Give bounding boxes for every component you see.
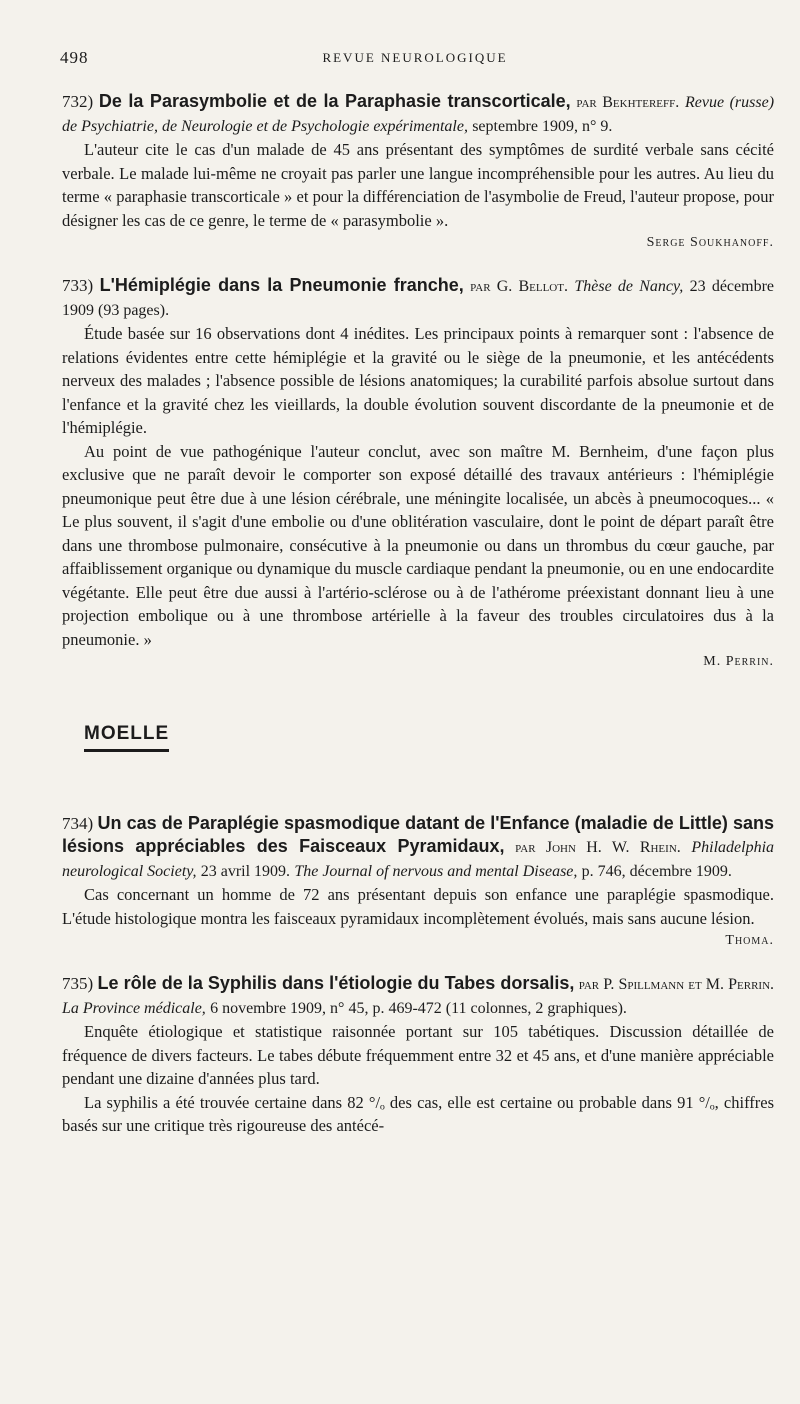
abstract-publication: Thèse de Nancy, <box>574 278 684 295</box>
abstract-paragraph: Étude basée sur 16 observations dont 4 inédites. Les principaux points à remarquer sont : l'absence de relations évidentes entre cette hémiplégie et la gravité ou le siège de la pneumonie, et les antécédents nerveux des malades ; l'absence possible de lésions anatomiques; la curabilité parfois absolue surtout dans l'enfance et la gravité chez les vieillards, la double évolution souvent discordante de la pneumonie et de l'hémiplégie. <box>62 324 774 437</box>
abstract-body <box>62 138 774 232</box>
abstract-title: De la Parasymbolie et de la Paraphasie transcorticale, <box>98 91 571 111</box>
abstract-body <box>62 1020 774 1138</box>
abstract-publication: Philadelphia neurological Society, <box>62 839 775 880</box>
section-heading-wrap <box>62 705 774 782</box>
abstract-paragraph: La syphilis a été trouvée certaine dans 82 °/ₒ des cas, elle est certaine ou probable dans 91 °/ₒ, chiffres basés sur une critique très rigoureuse des antécé- <box>62 1092 774 1135</box>
abstract-heading <box>62 812 774 883</box>
abstract-734 <box>62 812 774 952</box>
abstract-paragraph: Cas concernant un homme de 72 ans présentant depuis son enfance une paraplégie spasmodique. L'étude histologique montra les faisceaux pyramidaux incomplètement évolués, mais sans aucune lésion. <box>62 885 774 928</box>
abstract-title: L'Hémiplégie dans la Pneumonie franche, <box>99 275 464 295</box>
abstract-number: 732) <box>62 92 94 111</box>
section-heading: MOELLE <box>84 723 169 752</box>
abstract-date: septembre 1909, n° 9. <box>472 118 613 135</box>
abstract-publication-2: The Journal of nervous and mental Disease, <box>294 863 578 880</box>
abstract-date-2: p. 746, décembre 1909. <box>581 863 732 880</box>
abstract-number: 733) <box>62 276 94 295</box>
abstract-heading <box>62 274 774 322</box>
journal-title: REVUE NEUROLOGIQUE <box>322 50 508 65</box>
abstract-publication: La Province médicale, <box>62 1000 206 1017</box>
abstract-author: par John H. W. Rhein. <box>515 839 681 856</box>
abstract-body <box>62 883 774 930</box>
page-content <box>62 90 774 1158</box>
abstract-date: 23 décembre 1909 (93 pages). <box>62 278 775 319</box>
reviewer-signature: Thoma. <box>725 933 774 948</box>
abstract-732 <box>62 90 774 254</box>
abstract-number: 734) <box>62 814 94 833</box>
abstract-paragraph: Enquête étiologique et statistique raisonnée portant sur 105 tabétiques. Discussion détaillée de fréquence de divers facteurs. Le tabes débute fréquemment entre 32 et 45 ans, et d'une manière appréciable pendant une dizaine d'années plus tard. <box>62 1022 774 1088</box>
abstract-date: 23 avril 1909. <box>200 863 291 880</box>
abstract-735 <box>62 972 774 1138</box>
abstract-publication: Revue (russe) de Psychiatrie, de Neurologie et de Psychologie expérimentale, <box>62 94 775 135</box>
abstract-heading <box>62 90 774 138</box>
abstract-number: 735) <box>62 974 94 993</box>
reviewer-signature: Serge Soukhanoff. <box>646 235 774 250</box>
abstract-body <box>62 322 774 651</box>
running-header <box>60 48 770 72</box>
abstract-paragraph: Au point de vue pathogénique l'auteur conclut, avec son maître M. Bernheim, d'une façon plus exclusive que ne paraît devoir le comporter son exposé détaillé des travaux antérieurs : l'hémiplégie pneumonique peut être due à une lésion cérébrale, une méningite localisée, un abcès à pneumocoques... « Le plus souvent, il s'agit d'une embolie ou d'une oblitération vasculaire, dont le point de départ paraît être dans une thrombose pulmonaire, consécutive à la pneumonie ou dans un thrombus du cœur gauche, par affaiblissement organique ou dynamique du muscle cardiaque pendant la pneumonie, ou en une endocardite végétante. Elle peut être due aussi à l'artério-sclérose ou à de l'athérome préexistant donnant lieu à une projection embolique ou à une thrombose artérielle à la faveur des troubles circulatoires dus à la pneumonie. » <box>62 441 774 649</box>
reviewer-signature: M. Perrin. <box>703 654 774 669</box>
abstract-author: par P. Spillmann et M. Perrin. <box>578 976 775 993</box>
abstract-paragraph: L'auteur cite le cas d'un malade de 45 ans présentant des symptômes de surdité verbale sans cécité verbale. Le malade lui-même ne croyait pas parler une langue incompréhensible pour les autres. Au lieu du terme « paraphasie transcorticale » et pour la différenciation de l'asymbolie de Freud, l'auteur propose, pour désigner les cas de ce genre, le terme de « parasymbolie ». <box>62 140 774 230</box>
abstract-date: 6 novembre 1909, n° 45, p. 469-472 (11 colonnes, 2 graphiques). <box>210 1000 627 1017</box>
abstract-author: par G. Bellot. <box>470 278 568 295</box>
page-number: 498 <box>60 48 89 67</box>
abstract-733 <box>62 274 774 673</box>
abstract-title: Le rôle de la Syphilis dans l'étiologie du Tabes dorsalis, <box>97 973 575 993</box>
abstract-author: par Bekhtereff. <box>576 94 680 111</box>
abstract-title: Un cas de Paraplégie spasmodique datant de l'Enfance (maladie de Little) sans lésions appréciables des Faisceaux Pyramidaux, <box>62 813 774 856</box>
abstract-heading <box>62 972 774 1020</box>
